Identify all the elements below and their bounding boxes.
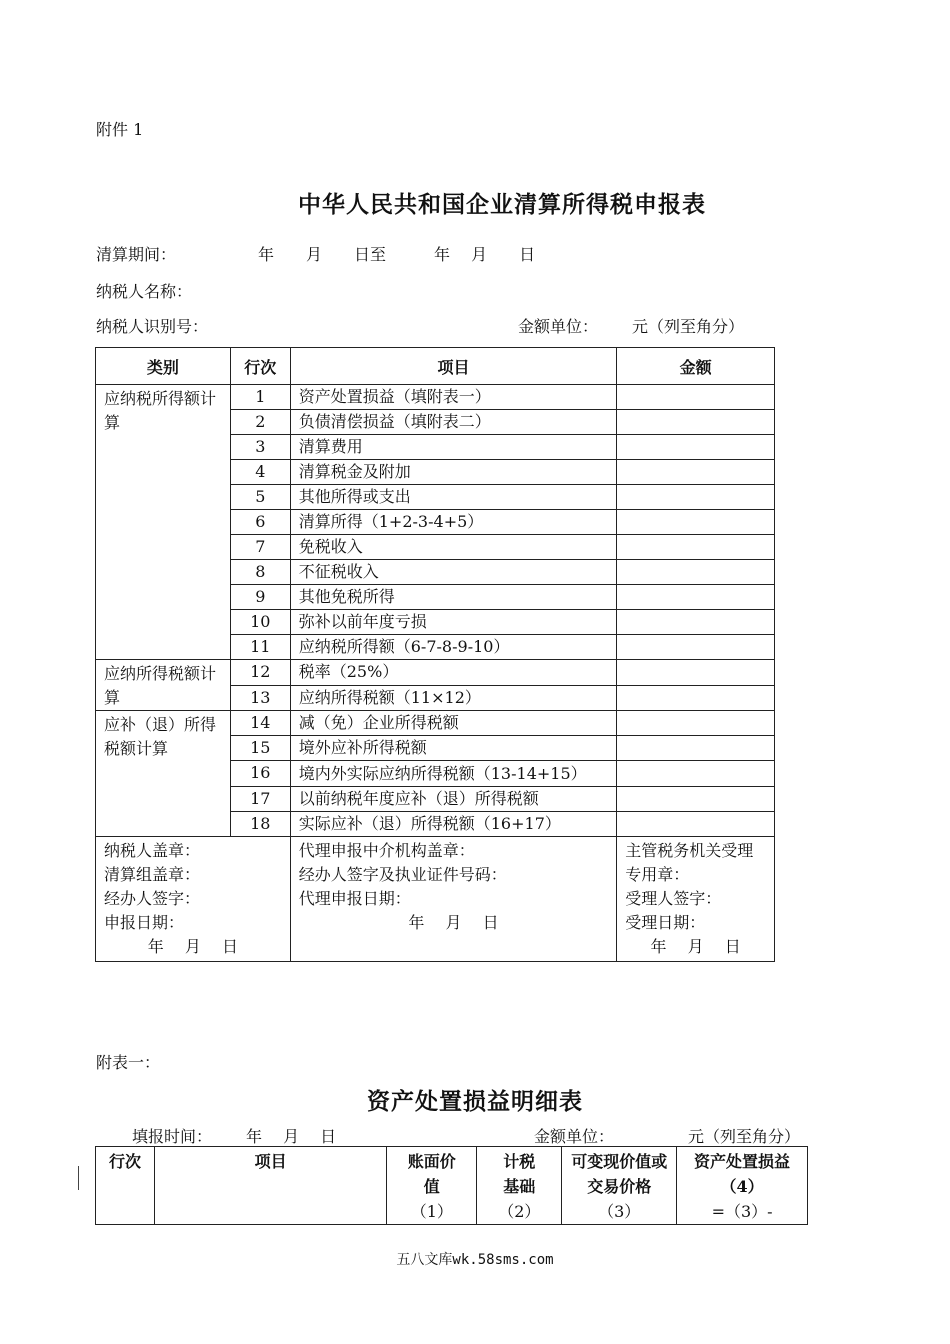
taxpayer-name-label: 纳税人名称： — [96, 282, 193, 301]
column-header: 计税基础 （2） — [477, 1147, 562, 1225]
agent-handler-label: 经办人签字及执业证件号码： — [298, 865, 507, 884]
row-number: 16 — [230, 761, 290, 787]
amount-cell[interactable] — [617, 385, 775, 410]
amount-cell[interactable] — [617, 485, 775, 510]
row-number: 10 — [230, 610, 290, 635]
fill-time-value: 年 月 日 — [246, 1127, 337, 1146]
amount-cell[interactable] — [617, 585, 775, 610]
amount-cell[interactable] — [617, 460, 775, 485]
table-header-row — [96, 1147, 808, 1225]
row-item: 其他所得或支出 — [290, 485, 616, 510]
column-header: 项目 — [154, 1147, 386, 1225]
row-number: 17 — [230, 787, 290, 812]
agent-filing-date: 年 月 日 — [408, 913, 499, 932]
row-item: 不征税收入 — [290, 560, 616, 585]
column-header: 行次 — [230, 348, 290, 385]
tax-return-table — [95, 347, 775, 962]
row-number: 7 — [230, 535, 290, 560]
row-item: 弥补以前年度亏损 — [290, 610, 616, 635]
authority-signature-cell[interactable] — [617, 837, 775, 962]
agent-stamp-label: 代理申报中介机构盖章： — [298, 841, 475, 860]
column-header: 可变现价值或交易价格 （3） — [562, 1147, 677, 1225]
row-number: 14 — [230, 711, 290, 736]
margin-mark — [78, 1166, 79, 1190]
amount-cell[interactable] — [617, 660, 775, 686]
amount-cell[interactable] — [617, 560, 775, 585]
table-row — [96, 660, 775, 686]
period-dates: 年 月 日至 年 月 日 — [258, 245, 536, 264]
row-item: 税率（25%） — [290, 660, 616, 686]
row-number: 3 — [230, 435, 290, 460]
column-header: 行次 — [96, 1147, 155, 1225]
amount-cell[interactable] — [617, 410, 775, 435]
amount-cell[interactable] — [617, 812, 775, 837]
table-header-row — [96, 348, 775, 385]
table-row — [96, 385, 775, 410]
row-number: 6 — [230, 510, 290, 535]
authority-stamp-label: 主管税务机关受理专用章： — [625, 841, 754, 884]
category-cell: 应补（退）所得税额计算 — [96, 711, 231, 837]
attachment-label: 附件 1 — [96, 120, 144, 139]
amount-unit-value: 元（列至角分） — [632, 317, 745, 336]
row-item: 实际应补（退）所得税额（16+17） — [290, 812, 616, 837]
amount-cell[interactable] — [617, 787, 775, 812]
amount-cell[interactable] — [617, 535, 775, 560]
row-number: 18 — [230, 812, 290, 837]
column-header: 项目 — [290, 348, 616, 385]
agent-signature-cell[interactable] — [290, 837, 616, 962]
amount-cell[interactable] — [617, 685, 775, 711]
amount-cell[interactable] — [617, 435, 775, 460]
row-item: 其他免税所得 — [290, 585, 616, 610]
row-number: 15 — [230, 736, 290, 761]
amount-cell[interactable] — [617, 711, 775, 736]
liquidation-group-stamp-label: 清算组盖章： — [104, 865, 201, 884]
row-item: 免税收入 — [290, 535, 616, 560]
amount-cell[interactable] — [617, 736, 775, 761]
row-item: 清算费用 — [290, 435, 616, 460]
asset-disposal-table — [95, 1146, 808, 1225]
row-number: 9 — [230, 585, 290, 610]
row-number: 4 — [230, 460, 290, 485]
row-item: 负债清偿损益（填附表二） — [290, 410, 616, 435]
row-item: 境内外实际应纳所得税额（13-14+15） — [290, 761, 616, 787]
row-number: 8 — [230, 560, 290, 585]
column-header: 金额 — [617, 348, 775, 385]
appendix-title: 资产处置损益明细表 — [367, 1088, 583, 1115]
taxpayer-stamp-label: 纳税人盖章： — [104, 841, 201, 860]
row-number: 11 — [230, 635, 290, 660]
column-header: 账面价值 （1） — [387, 1147, 477, 1225]
period-label: 清算期间： — [96, 245, 177, 264]
amount-cell[interactable] — [617, 635, 775, 660]
row-number: 2 — [230, 410, 290, 435]
category-cell: 应纳所得税额计算 — [96, 660, 231, 711]
row-item: 资产处置损益（填附表一） — [290, 385, 616, 410]
handler-signature-label: 经办人签字： — [104, 889, 201, 908]
column-header: 资产处置损益（4） =（3）- — [677, 1147, 808, 1225]
footer-watermark: 五八文库wk.58sms.com — [396, 1252, 554, 1268]
amount-cell[interactable] — [617, 510, 775, 535]
signature-row — [96, 837, 775, 962]
row-item: 清算税金及附加 — [290, 460, 616, 485]
row-item: 应纳税所得额（6-7-8-9-10） — [290, 635, 616, 660]
row-number: 12 — [230, 660, 290, 686]
category-cell: 应纳税所得额计算 — [96, 385, 231, 660]
row-item: 清算所得（1+2-3-4+5） — [290, 510, 616, 535]
row-item: 减（免）企业所得税额 — [290, 711, 616, 736]
appendix-amount-unit-label: 金额单位： — [534, 1127, 615, 1146]
row-number: 5 — [230, 485, 290, 510]
amount-cell[interactable] — [617, 761, 775, 787]
column-header: 类别 — [96, 348, 231, 385]
row-number: 13 — [230, 685, 290, 711]
filing-date: 年 月 日 — [147, 937, 238, 956]
row-item: 应纳所得税额（11×12） — [290, 685, 616, 711]
agent-filing-date-label: 代理申报日期： — [298, 889, 411, 908]
receiver-signature-label: 受理人签字： — [625, 889, 722, 908]
amount-cell[interactable] — [617, 610, 775, 635]
appendix-label: 附表一： — [96, 1053, 161, 1072]
appendix-amount-unit-value: 元（列至角分） — [688, 1127, 801, 1146]
receipt-date-label: 受理日期： — [625, 913, 706, 932]
taxpayer-id-label: 纳税人识别号： — [96, 317, 209, 336]
receipt-date: 年 月 日 — [650, 937, 741, 956]
row-item: 以前纳税年度应补（退）所得税额 — [290, 787, 616, 812]
amount-unit-label: 金额单位： — [518, 317, 599, 336]
page-title: 中华人民共和国企业清算所得税申报表 — [298, 191, 706, 218]
fill-time-label: 填报时间： — [132, 1127, 213, 1146]
row-item: 境外应补所得税额 — [290, 736, 616, 761]
row-number: 1 — [230, 385, 290, 410]
table-row — [96, 711, 775, 736]
taxpayer-signature-cell[interactable] — [96, 837, 291, 962]
filing-date-label: 申报日期： — [104, 913, 185, 932]
